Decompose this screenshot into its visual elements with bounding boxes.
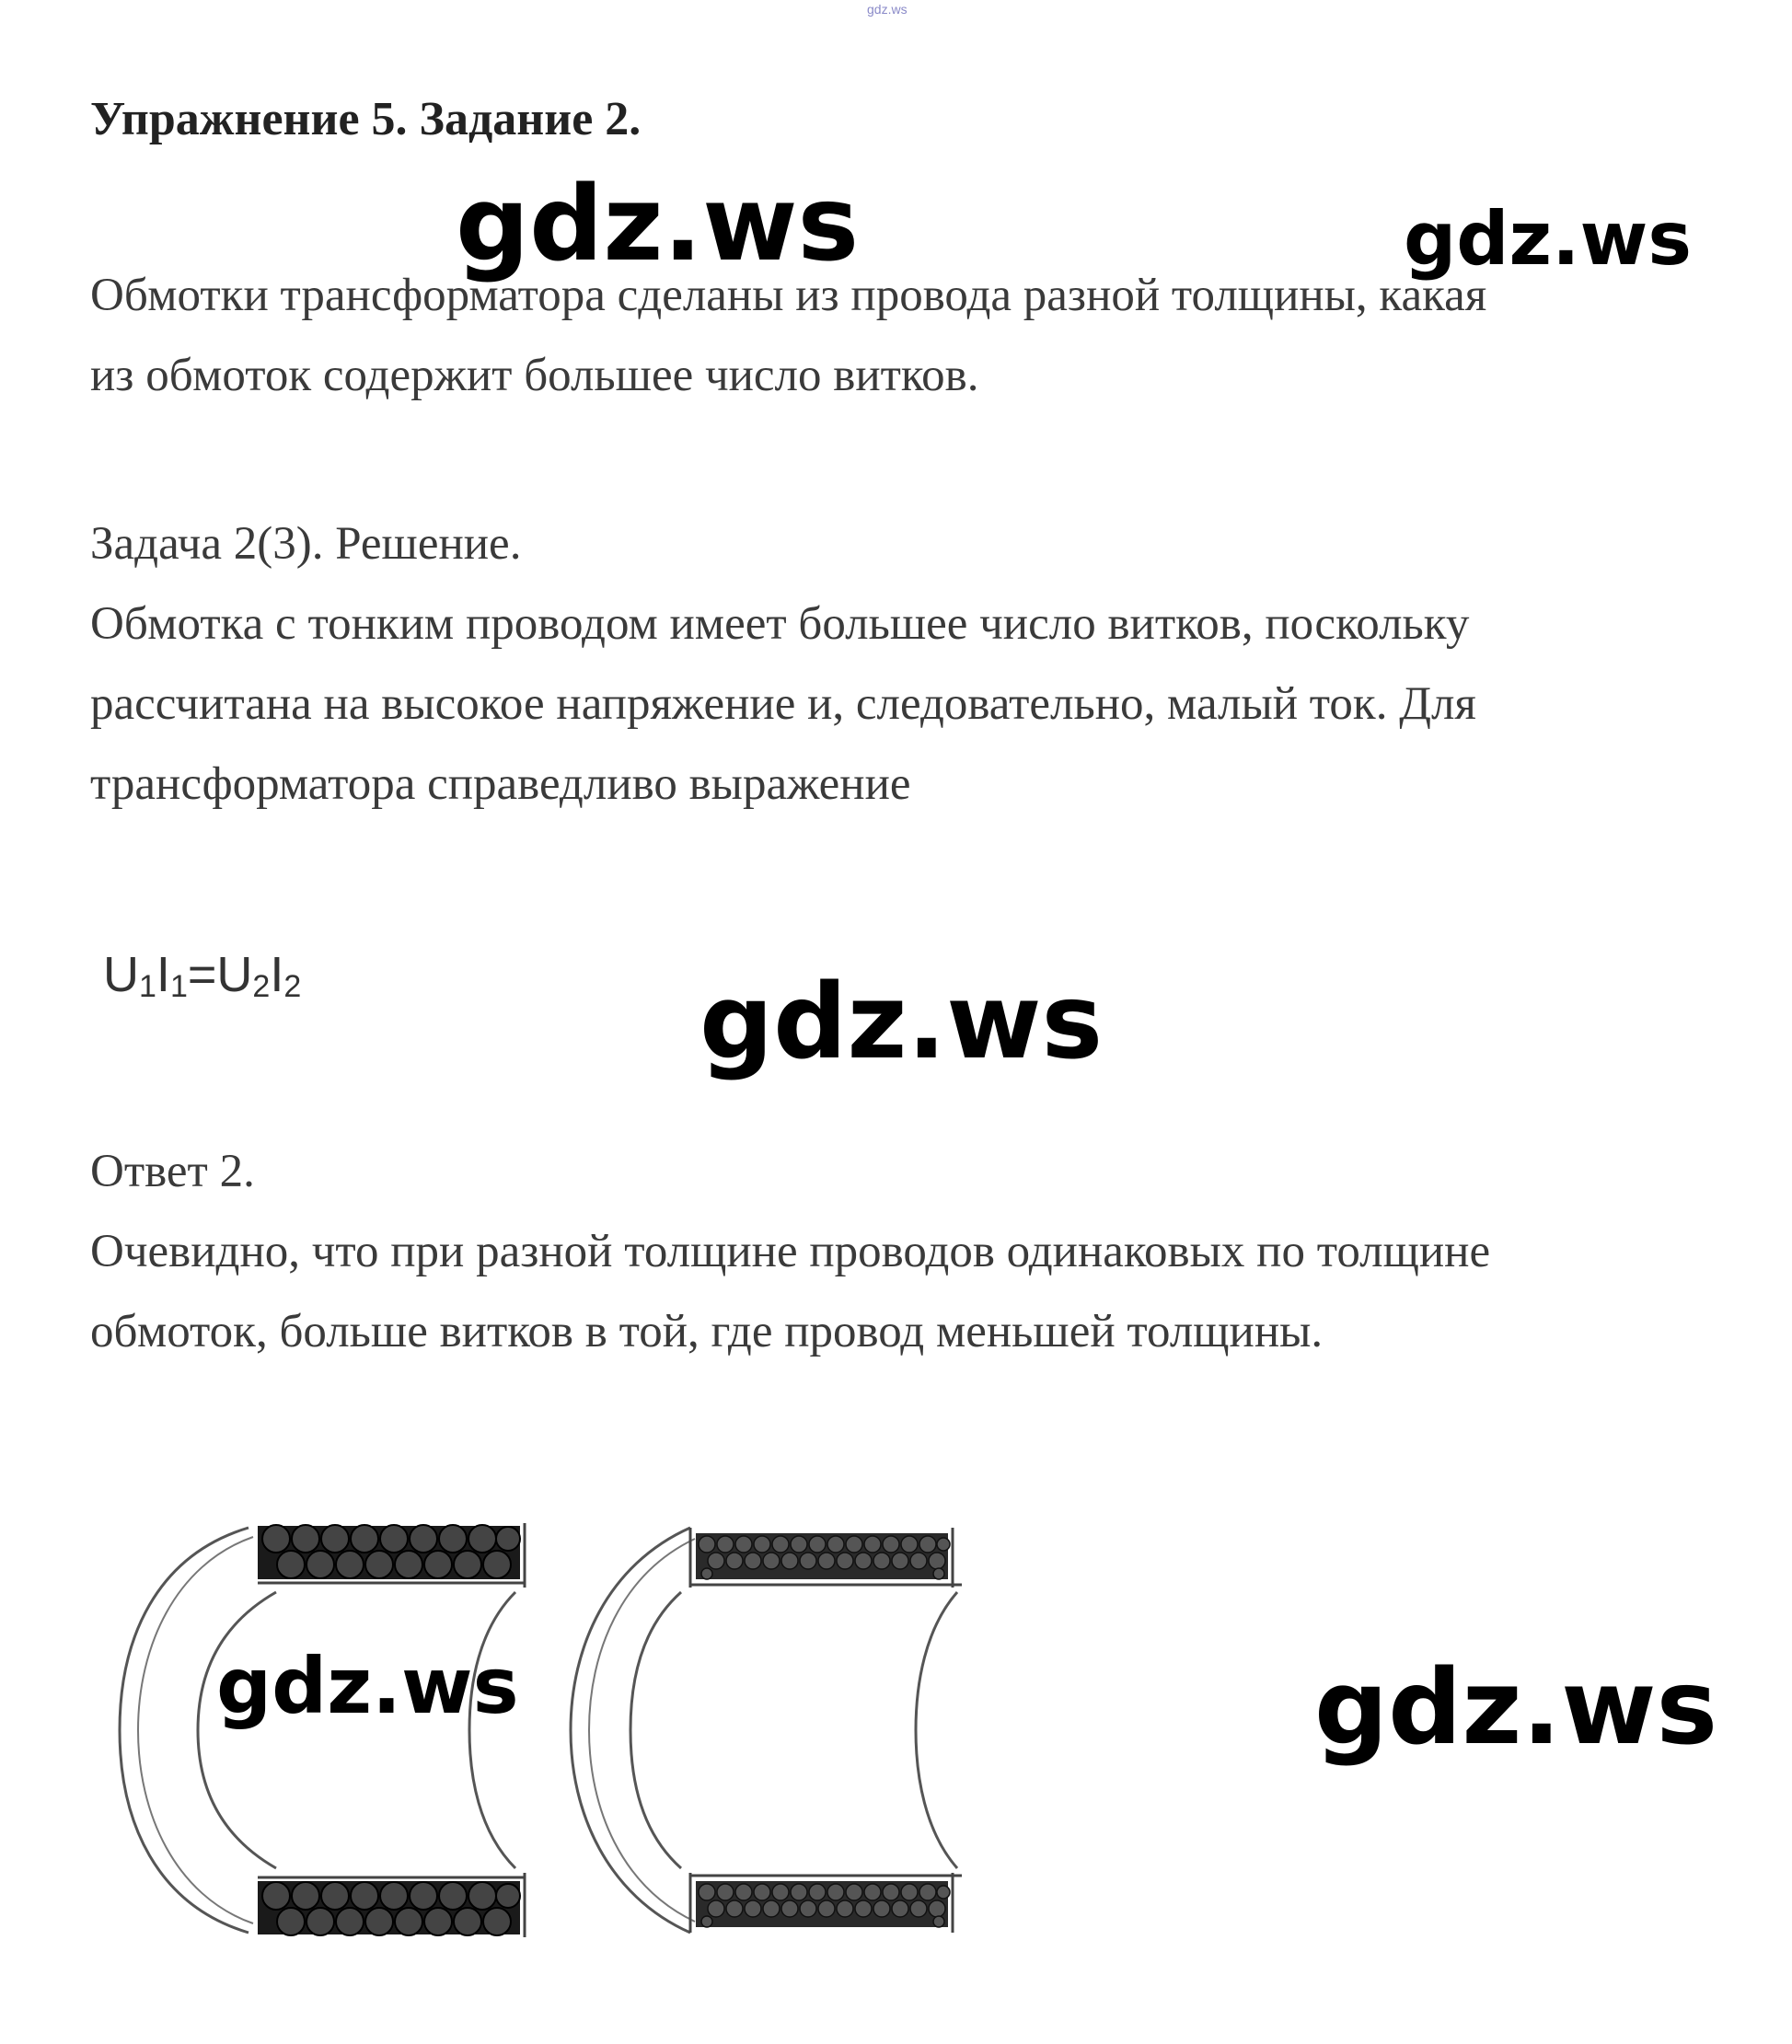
question-text bbox=[90, 256, 1486, 416]
question-line: Обмотки трансформатора сделаны из провода разной толщины, какая bbox=[90, 270, 1487, 321]
watermark: gdz.ws bbox=[1404, 196, 1693, 282]
watermark: gdz.ws bbox=[456, 165, 860, 284]
answer-block bbox=[90, 1132, 1490, 1372]
transformer-formula: $U_1I_1=U_2I_2$ bbox=[103, 947, 302, 1004]
watermark: gdz.ws bbox=[1314, 1648, 1718, 1768]
answer-title: Ответ 2. bbox=[90, 1146, 255, 1197]
exercise-heading: Упражнение 5. Задание 2. bbox=[90, 93, 642, 145]
watermark: gdz.ws bbox=[699, 963, 1104, 1082]
solution-title: Задача 2(3). Решение. bbox=[90, 518, 522, 570]
answer-line: Очевидно, что при разной толщине проводов одинаковых по толщине bbox=[90, 1226, 1491, 1277]
solution-block bbox=[90, 504, 1476, 825]
watermark: gdz.ws bbox=[216, 1641, 519, 1731]
question-line: из обмоток содержит большее число витков. bbox=[90, 350, 979, 401]
top-watermark: gdz.ws bbox=[867, 2, 908, 17]
solution-line: рассчитана на высокое напряжение и, следовательно, малый ток. Для bbox=[90, 678, 1476, 730]
answer-line: обмоток, больше витков в той, где провод меньшей толщины. bbox=[90, 1306, 1324, 1357]
solution-line: Обмотка с тонким проводом имеет большее число витков, поскольку bbox=[90, 598, 1470, 650]
thin-wire-winding bbox=[571, 1528, 962, 1933]
solution-line: трансформатора справедливо выражение bbox=[90, 758, 911, 810]
